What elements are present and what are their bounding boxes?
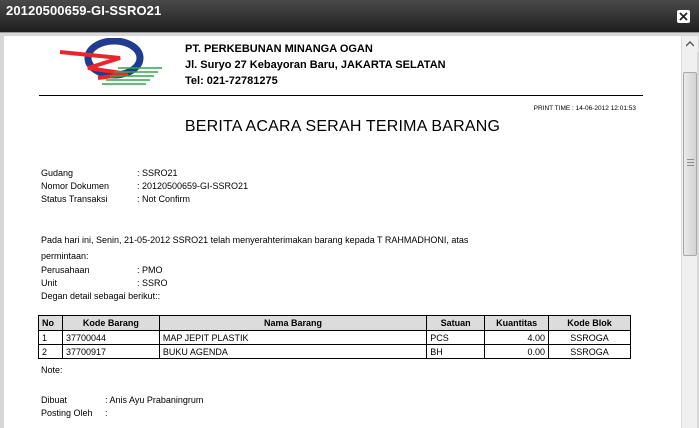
statement-line-1: Pada hari ini, Senin, 21-05-2012 SSRO21 telah menyerahterimakan barang kepada T RAHMADHONI, atas bbox=[41, 235, 469, 245]
info-value: : bbox=[105, 408, 108, 418]
table-row bbox=[39, 345, 631, 359]
info-label: Gudang bbox=[41, 168, 74, 178]
print-time: PRINT TIME : 14-06-2012 12:01:53 bbox=[533, 105, 636, 112]
company-phone: Tel: 021-72781275 bbox=[185, 75, 278, 87]
col-kuantitas: Kuantitas bbox=[485, 316, 549, 331]
vertical-scrollbar[interactable] bbox=[681, 36, 697, 428]
document-title: BERITA ACARA SERAH TERIMA BARANG bbox=[184, 118, 501, 135]
company-header bbox=[185, 41, 446, 89]
info-label: Unit bbox=[41, 278, 58, 288]
info-label: Posting Oleh bbox=[41, 408, 93, 418]
info-row-unit bbox=[41, 277, 168, 290]
scroll-up-button[interactable] bbox=[682, 36, 698, 52]
close-icon bbox=[679, 12, 688, 21]
cell-no: 2 bbox=[39, 345, 63, 359]
scroll-up-icon bbox=[686, 41, 694, 47]
note-label: Note: bbox=[41, 365, 63, 375]
info-value: : SSRO21 bbox=[137, 168, 178, 178]
info-label: Perusahaan bbox=[41, 265, 90, 275]
cell-kode-blok: SSROGA bbox=[549, 331, 631, 345]
scroll-grip-icon bbox=[687, 159, 694, 168]
cell-kode-barang: 37700917 bbox=[62, 345, 159, 359]
titlebar bbox=[0, 0, 699, 32]
statement-line-2: permintaan: bbox=[41, 251, 89, 261]
info-value: : PMO bbox=[137, 265, 163, 275]
signoff-row-dibuat bbox=[41, 394, 203, 407]
table-row bbox=[39, 331, 631, 345]
scroll-thumb[interactable] bbox=[683, 72, 697, 256]
close-button[interactable] bbox=[677, 10, 690, 23]
info-row-status bbox=[41, 193, 248, 206]
cell-kuantitas: 0.00 bbox=[485, 345, 549, 359]
detail-intro: Degan detail sebagai berikut:: bbox=[41, 291, 161, 301]
info-value: : SSRO bbox=[137, 278, 168, 288]
cell-nama-barang: BUKU AGENDA bbox=[159, 345, 426, 359]
info-row-gudang bbox=[41, 167, 248, 180]
col-satuan: Satuan bbox=[427, 316, 485, 331]
info-label: Nomor Dokumen bbox=[41, 181, 110, 191]
signoff-info bbox=[41, 394, 203, 420]
info-value: : Anis Ayu Prabaningrum bbox=[105, 395, 204, 405]
cell-kode-blok: SSROGA bbox=[549, 345, 631, 359]
company-logo-icon bbox=[58, 38, 162, 86]
signoff-row-posting bbox=[41, 407, 203, 420]
cell-no: 1 bbox=[39, 331, 63, 345]
window-title: 20120500659-GI-SSRO21 bbox=[6, 3, 162, 18]
company-name: PT. PERKEBUNAN MINANGA OGAN bbox=[185, 43, 373, 55]
recipient-info bbox=[41, 264, 168, 290]
info-value: : Not Confirm bbox=[137, 194, 191, 204]
items-table bbox=[38, 315, 631, 359]
info-label: Dibuat bbox=[41, 395, 68, 405]
cell-satuan: PCS bbox=[427, 331, 485, 345]
header-info bbox=[41, 167, 248, 206]
info-value: : 20120500659-GI-SSRO21 bbox=[137, 181, 249, 191]
col-nama-barang: Nama Barang bbox=[159, 316, 426, 331]
cell-kode-barang: 37700044 bbox=[62, 331, 159, 345]
cell-satuan: BH bbox=[427, 345, 485, 359]
header-divider bbox=[39, 95, 643, 96]
table-header-row bbox=[39, 316, 631, 331]
cell-kuantitas: 4.00 bbox=[485, 331, 549, 345]
info-label: Status Transaksi bbox=[41, 194, 108, 204]
info-row-perusahaan bbox=[41, 264, 168, 277]
col-kode-blok: Kode Blok bbox=[549, 316, 631, 331]
company-address: Jl. Suryo 27 Kebayoran Baru, JAKARTA SELATAN bbox=[185, 59, 446, 71]
cell-nama-barang: MAP JEPIT PLASTIK bbox=[159, 331, 426, 345]
document-page bbox=[4, 36, 681, 428]
col-kode-barang: Kode Barang bbox=[62, 316, 159, 331]
info-row-nomor-dokumen bbox=[41, 180, 248, 193]
col-no: No bbox=[39, 316, 63, 331]
